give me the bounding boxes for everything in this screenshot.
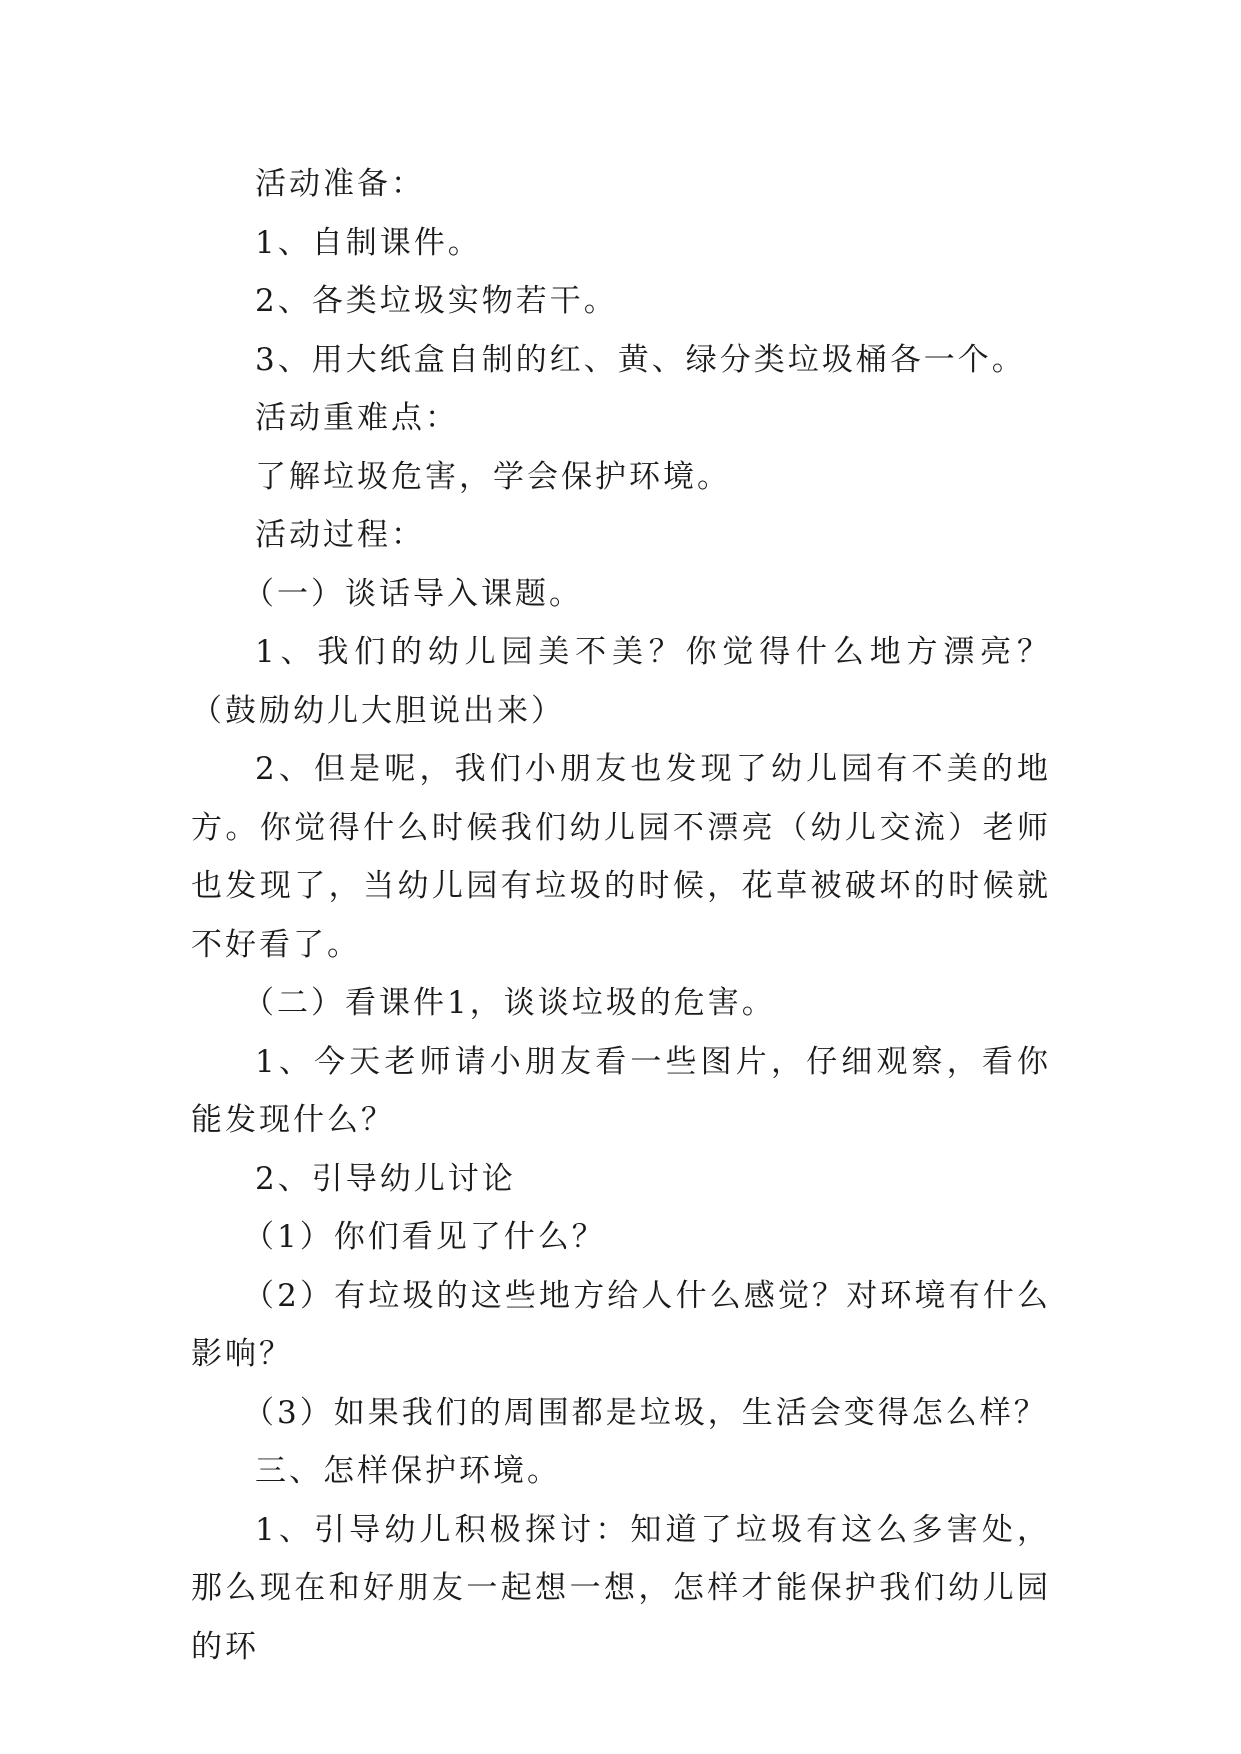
paragraph-activity-preparation-heading: 活动准备： [255, 166, 425, 202]
document-body [191, 155, 1051, 1676]
paragraph-section-one-heading: （一）谈话导入课题。 [243, 575, 583, 612]
paragraph-preparation-item-2: 2、各类垃圾实物若干。 [255, 283, 618, 319]
paragraph-key-points-heading: 活动重难点： [255, 400, 459, 436]
paragraph-key-points-text: 了解垃圾危害，学会保护环境。 [255, 458, 731, 495]
paragraph-discussion-question-1: （1）你们看见了什么？ [243, 1219, 606, 1255]
paragraph-discussion-question-3: （3）如果我们的周围都是垃圾，生活会变得怎么样？ [243, 1394, 1048, 1431]
paragraph-section-one-item-2: 2、但是呢，我们小朋友也发现了幼儿园有不美的地方。你觉得什么时候我们幼儿园不漂亮（幼儿交流）老师也发现了，当幼儿园有垃圾的时候，花草被破坏的时候就不好看了。 [191, 751, 1051, 963]
paragraph-activity-process-heading: 活动过程： [255, 517, 425, 553]
paragraph-preparation-item-3: 3、用大纸盒自制的红、黄、绿分类垃圾桶各一个。 [255, 341, 1026, 378]
paragraph-preparation-item-1: 1、自制课件。 [255, 224, 482, 261]
paragraph-section-two-heading: （二）看课件1，谈谈垃圾的危害。 [243, 985, 776, 1021]
paragraph-section-two-item-1: 1、今天老师请小朋友看一些图片，仔细观察，看你能发现什么？ [191, 1043, 1051, 1138]
paragraph-section-three-item-1: 1、引导幼儿积极探讨：知道了垃圾有这么多害处，那么现在和好朋友一起想一想，怎样才能保护我们幼儿园的环 [191, 1511, 1051, 1665]
paragraph-discussion-question-2: （2）有垃圾的这些地方给人什么感觉？对环境有什么影响？ [191, 1277, 1051, 1372]
paragraph-section-one-item-1: 1、我们的幼儿园美不美？你觉得什么地方漂亮？（鼓励幼儿大胆说出来） [191, 634, 1051, 729]
paragraph-section-two-item-2: 2、引导幼儿讨论 [255, 1160, 516, 1197]
paragraph-section-three-heading: 三、怎样保护环境。 [255, 1453, 561, 1489]
